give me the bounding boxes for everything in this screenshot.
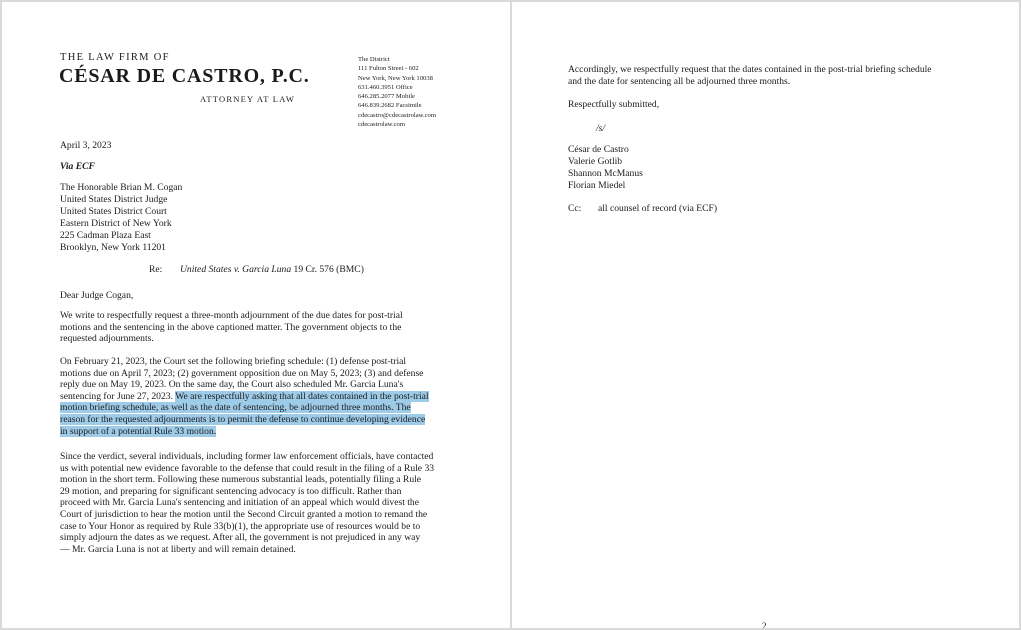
cc-recipients: all counsel of record (via ECF) <box>598 203 718 214</box>
addressee-line: Eastern District of New York <box>60 217 172 229</box>
text-line: motion in the short term. Following these numerous substantial leads, potentially filing a Rule <box>60 474 422 486</box>
highlighted-text[interactable]: reason for the requested adjournments is to permit the defense to continue developing evidence <box>60 413 426 425</box>
address-line: 646.839.2682 Facsimile <box>358 102 422 110</box>
address-line-website: cdecastrolaw.com <box>358 121 405 129</box>
address-line-email: cdecastro@cdecastrolaw.com <box>358 111 436 119</box>
letterhead-address-block <box>358 55 436 129</box>
address-line: New York, New York 10038 <box>358 74 433 82</box>
addressee-line: United States District Court <box>60 205 167 217</box>
address-line: 646.285.2077 Mobile <box>358 93 415 101</box>
text-line: On February 21, 2023, the Court set the following briefing schedule: (1) defense post-trial <box>60 356 407 367</box>
text-line: requested adjournments. <box>60 333 154 345</box>
paragraph-2 <box>60 356 460 437</box>
signatory-name: César de Castro <box>568 144 629 155</box>
cc-label: Cc: <box>568 203 582 214</box>
text-line: — Mr. Garcia Luna is not at liberty and will remain detained. <box>60 543 296 555</box>
letter-via: Via ECF <box>60 161 95 172</box>
letterhead-firm-name: CÉSAR DE CASTRO, P.C. <box>59 65 310 87</box>
paragraph-conclusion <box>568 64 988 87</box>
address-line: 631.460.3951 Office <box>358 83 413 91</box>
text-line: us with potential new evidence favorable to the defense that could result in the filing of a Rule 33 <box>60 462 435 474</box>
text-line: Accordingly, we respectfully request that the dates contained in the post-trial briefing schedule <box>568 64 932 75</box>
text-line: motions due on April 7, 2023; (2) government opposition due on May 5, 2023; (3) and defense <box>60 367 424 379</box>
re-label: Re: <box>149 264 163 275</box>
text-line: Since the verdict, several individuals, including former law enforcement officials, have contacted <box>60 451 434 462</box>
closing: Respectfully submitted, <box>568 99 660 110</box>
text-line: simply adjourn the dates as we request. After all, the government is not prejudiced in any way <box>60 532 421 544</box>
re-case-number: 19 Cr. 576 (BMC) <box>291 264 364 275</box>
addressee-block <box>60 182 182 253</box>
text-line <box>60 426 460 438</box>
re-case-name: United States v. Garcia Luna <box>180 264 292 275</box>
paragraph-1 <box>60 310 460 345</box>
letterhead-firm-of: THE LAW FIRM OF <box>60 52 170 63</box>
text-line: and the date for sentencing all be adjourned three months. <box>568 75 791 87</box>
text-line <box>60 391 460 403</box>
text-line: We write to respectfully request a three-month adjournment of the due dates for post-trial <box>60 310 403 321</box>
re-case <box>180 264 364 275</box>
text-plain: sentencing for June 27, 2023. <box>60 390 176 402</box>
letter-date: April 3, 2023 <box>60 140 112 151</box>
addressee-line: 225 Cadman Plaza East <box>60 229 151 241</box>
signatory-list <box>568 144 643 192</box>
paragraph-3 <box>60 451 460 555</box>
text-line: case to Your Honor as required by Rule 33(b)(1), the appropriate use of resources would be to <box>60 520 421 532</box>
addressee-line: Brooklyn, New York 11201 <box>60 241 166 253</box>
text-line: Court of jurisdiction to hear the motion until the Second Circuit granted a motion to remand the <box>60 508 428 520</box>
signatory-name: Valerie Gotlib <box>568 155 623 167</box>
highlighted-text[interactable]: We are respectfully asking that all dates contained in the post-trial <box>175 390 429 402</box>
addressee-line: United States District Judge <box>60 193 168 205</box>
text-line: proceed with Mr. Garcia Luna's sentencing and initiation of an appeal which would divest the <box>60 497 419 509</box>
highlighted-text[interactable]: in support of a potential Rule 33 motion. <box>60 425 217 437</box>
text-line: reply due on May 19, 2023. On the same day, the Court also scheduled Mr. Garcia Luna's <box>60 379 404 391</box>
text-line <box>60 414 460 426</box>
signatory-name: Shannon McManus <box>568 167 643 179</box>
text-line: 29 motion, and preparing for significant sentencing advocacy is too difficult. Rather than <box>60 485 402 497</box>
salutation: Dear Judge Cogan, <box>60 290 134 301</box>
address-line: The District <box>358 56 390 63</box>
addressee-line: The Honorable Brian M. Cogan <box>60 182 183 193</box>
address-line: 111 Fulton Street - 602 <box>358 65 419 73</box>
letter-page-1 <box>2 2 510 628</box>
text-line <box>60 402 460 414</box>
highlighted-text[interactable]: motion briefing schedule, as well as the date of sentencing, be adjourned three months. The <box>60 402 411 414</box>
text-line: motions and the sentencing in the above captioned matter. The government objects to the <box>60 321 402 333</box>
letterhead-subtitle: ATTORNEY AT LAW <box>200 94 296 104</box>
signatory-name: Florian Miedel <box>568 179 626 191</box>
letter-page-2 <box>512 2 1019 628</box>
signature: /s/ <box>596 123 606 134</box>
page-number: 2 <box>762 621 767 628</box>
